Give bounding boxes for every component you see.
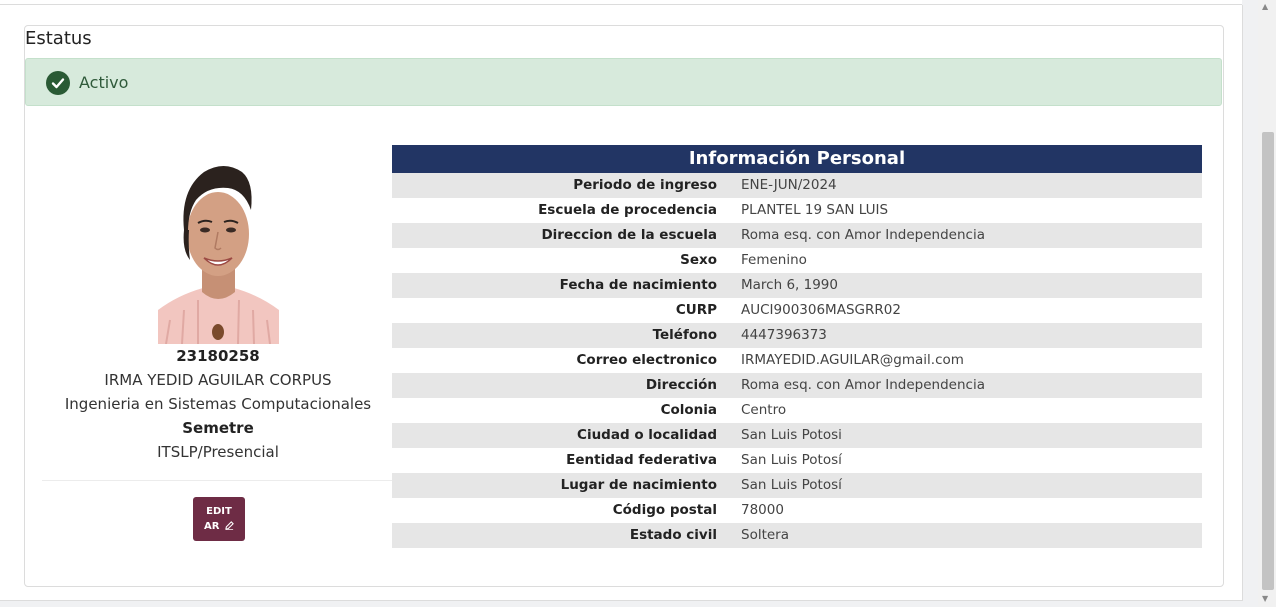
pencil-icon (225, 521, 234, 530)
info-row (392, 448, 1202, 473)
info-row (392, 198, 1202, 223)
scroll-down-icon[interactable]: ▼ (1262, 594, 1269, 603)
info-row-label: Teléfono (652, 327, 717, 343)
divider (42, 480, 392, 481)
scroll-up-icon[interactable]: ▲ (1262, 2, 1269, 11)
info-row (392, 473, 1202, 498)
edit-button[interactable] (193, 497, 245, 541)
info-row (392, 223, 1202, 248)
info-row (392, 273, 1202, 298)
info-row-label: Correo electronico (576, 352, 717, 368)
info-row-label: Código postal (612, 502, 717, 518)
info-row-value: Roma esq. con Amor Independencia (741, 227, 985, 243)
info-row (392, 298, 1202, 323)
student-campus: ITSLP/Presencial (157, 443, 279, 461)
info-row-label: Colonia (660, 402, 717, 418)
student-name: IRMA YEDID AGUILAR CORPUS (104, 371, 332, 389)
status-text: Activo (79, 73, 129, 92)
info-row-label: Dirección (645, 377, 717, 393)
info-row (392, 173, 1202, 198)
info-row-value: 78000 (741, 502, 784, 518)
info-row (392, 373, 1202, 398)
info-row (392, 348, 1202, 373)
info-row-value: San Luis Potosí (741, 477, 842, 493)
status-alert (25, 58, 1222, 106)
info-row (392, 398, 1202, 423)
info-row-value: San Luis Potosí (741, 452, 842, 468)
info-row-value: PLANTEL 19 SAN LUIS (741, 202, 889, 218)
info-row-label: Ciudad o localidad (577, 427, 717, 443)
info-row-value: ENE-JUN/2024 (741, 177, 837, 193)
info-row-value: Soltera (741, 527, 790, 543)
info-row-label: Lugar de nacimiento (560, 477, 717, 493)
info-row-label: CURP (675, 302, 717, 318)
student-id: 23180258 (176, 347, 260, 365)
student-photo (158, 160, 279, 344)
info-row-value: March 6, 1990 (741, 277, 838, 293)
edit-label-line2: AR (204, 521, 220, 532)
personal-info-title: Información Personal (392, 145, 1202, 173)
info-row-value: 4447396373 (741, 327, 827, 343)
info-row-value: AUCI900306MASGRR02 (741, 302, 901, 318)
info-row (392, 498, 1202, 523)
edit-label-line1: EDIT (206, 506, 232, 517)
info-row-value: San Luis Potosi (741, 427, 842, 443)
info-row-label: Direccion de la escuela (541, 227, 717, 243)
personal-info-table (392, 145, 1202, 548)
info-row-value: Roma esq. con Amor Independencia (741, 377, 985, 393)
info-row-value: Centro (741, 402, 787, 418)
info-row-value: Femenino (741, 252, 807, 268)
info-row-label: Sexo (680, 252, 717, 268)
info-row-label: Eentidad federativa (566, 452, 717, 468)
scrollbar-thumb[interactable] (1262, 132, 1274, 590)
info-row-label: Periodo de ingreso (573, 177, 717, 193)
info-row-label: Fecha de nacimiento (559, 277, 717, 293)
info-row-label: Escuela de procedencia (538, 202, 717, 218)
status-title: Estatus (25, 28, 92, 49)
info-row (392, 523, 1202, 548)
check-circle-icon (46, 71, 70, 95)
info-row (392, 248, 1202, 273)
info-row-label: Estado civil (629, 527, 717, 543)
info-rows (392, 173, 1202, 548)
info-row-value: IRMAYEDID.AGUILAR@gmail.com (741, 352, 964, 368)
info-row (392, 423, 1202, 448)
info-row (392, 323, 1202, 348)
student-career: Ingenieria en Sistemas Computacionales (64, 395, 372, 413)
semester-label: Semetre (182, 419, 254, 437)
